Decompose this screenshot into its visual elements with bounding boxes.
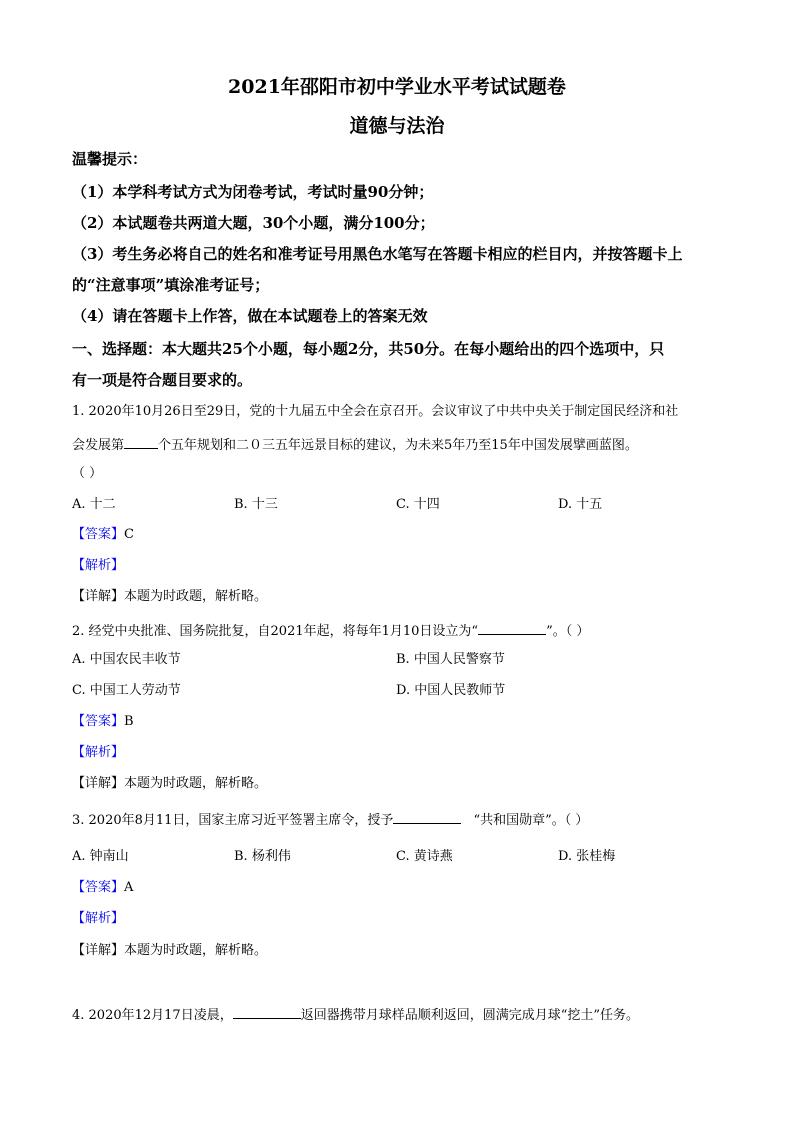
- question-1-answer: 【答案】C: [72, 527, 134, 542]
- question-1-option-a: A. 十二: [72, 497, 116, 512]
- question-2-analysis: 【解析】: [72, 745, 125, 760]
- question-3-detail: 【详解】本题为时政题，解析略。: [72, 943, 268, 958]
- question-2-detail: 【详解】本题为时政题，解析略。: [72, 776, 268, 791]
- question-1-option-b: B. 十三: [234, 497, 278, 512]
- answer-blank: [393, 811, 461, 824]
- question-3-option-a: A. 钟南山: [72, 849, 129, 864]
- question-1-stem-cont: 会发展第 个五年规划和二０三五年远景目标的建议，为未来5年乃至15年中国发展擘画蓝图。: [72, 438, 638, 453]
- answer-blank: [478, 622, 546, 635]
- question-1-option-d: D. 十五: [558, 497, 603, 512]
- exam-subject: 道德与法治: [349, 115, 445, 137]
- question-1-option-c: C. 十四: [396, 497, 440, 512]
- question-1-bracket: （ ）: [72, 466, 103, 481]
- question-2-option-c: C. 中国工人劳动节: [72, 683, 181, 698]
- notice-item-3-cont: 的“注意事项”填涂准考证号；: [72, 276, 270, 294]
- section-heading-cont: 有一项是符合题目要求的。: [72, 371, 253, 389]
- question-3-stem: 3. 2020年8月11日，国家主席习近平签署主席令，授予 “共和国勋章”。（ ）: [72, 813, 589, 828]
- question-2-option-b: B. 中国人民警察节: [396, 652, 505, 667]
- question-2-stem: 2. 经党中央批准、国务院批复，自2021年起，将每年1月10日设立为“ ”。（ ）: [72, 624, 590, 639]
- notice-heading: 温馨提示：: [72, 150, 148, 168]
- notice-item-3: （3）考生务必将自己的姓名和准考证号用黑色水笔写在答题卡相应的栏目内，并按答题卡上: [72, 245, 683, 263]
- question-3-option-c: C. 黄诗燕: [396, 849, 453, 864]
- question-4-stem: 4. 2020年12月17日凌晨， 返回器携带月球样品顺利返回，圆满完成月球“挖土”任务。: [72, 1008, 640, 1023]
- question-2-option-a: A. 中国农民丰收节: [72, 652, 181, 667]
- question-1-analysis: 【解析】: [72, 558, 125, 573]
- question-3-analysis: 【解析】: [72, 911, 125, 926]
- notice-item-2: （2）本试题卷共两道大题，30个小题，满分100分；: [72, 214, 435, 232]
- question-2-option-d: D. 中国人民教师节: [396, 683, 506, 698]
- question-3-option-d: D. 张桂梅: [558, 849, 616, 864]
- answer-blank: [124, 436, 158, 449]
- question-2-answer: 【答案】B: [72, 714, 134, 729]
- question-1-stem: 1. 2020年10月26日至29日，党的十九届五中全会在京召开。会议审议了中共中央关于制定国民经济和社: [72, 404, 679, 419]
- exam-title: 2021年邵阳市初中学业水平考试试题卷: [228, 76, 566, 98]
- answer-blank: [233, 1006, 301, 1019]
- question-3-answer: 【答案】A: [72, 880, 134, 895]
- notice-item-1: （1）本学科考试方式为闭卷考试，考试时量90分钟；: [72, 183, 434, 201]
- question-3-option-b: B. 杨利伟: [234, 849, 291, 864]
- section-heading: 一、选择题：本大题共25个小题，每小题2分，共50分。在每小题给出的四个选项中，只: [72, 340, 665, 358]
- question-1-detail: 【详解】本题为时政题，解析略。: [72, 589, 268, 604]
- notice-item-4: （4）请在答题卡上作答，做在本试题卷上的答案无效: [72, 307, 428, 325]
